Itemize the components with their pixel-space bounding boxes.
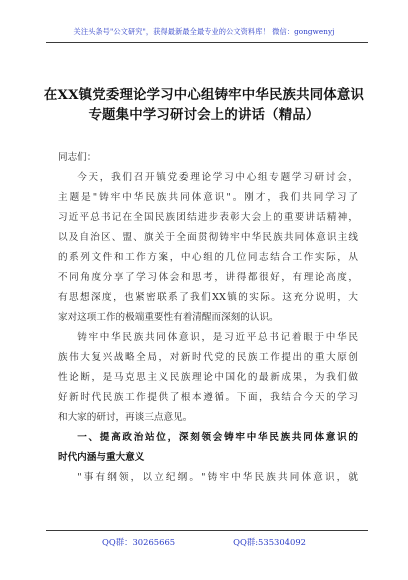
document-title-line-1: 在XX镇党委理论学习中心组铸牢中华民族共同体意识 — [43, 87, 365, 103]
paragraph-line: 今天，我们召开镇党委理论学习中心组专题学习研讨会， — [77, 172, 358, 183]
footer-divider — [46, 530, 368, 531]
paragraph-line: 习近平总书记在全国民族团结进步表彰大会上的重要讲话精神， — [58, 212, 358, 223]
document-title-line-2: 专题集中学习研讨会上的讲话（精品） — [88, 107, 320, 123]
paragraph-line: 主题是"铸牢中华民族共同体意识"。刚才，我们共同学习了 — [58, 192, 358, 203]
footer — [0, 536, 408, 548]
paragraph-3 — [58, 468, 358, 488]
heading-line: 时代内涵与重大意义 — [58, 452, 145, 463]
document-body — [58, 148, 358, 488]
paragraph-line: "事有纲领，以立纪纲。"铸牢中华民族共同体意识，就 — [77, 472, 358, 483]
paragraph-line: 有思想深度，也紧密联系了我们XX镇的实际。这充分说明，大 — [58, 292, 358, 303]
footer-qq-group-1: QQ群：30265665 — [102, 537, 176, 547]
paragraph-line: 性论断，是马克思主义民族理论中国化的最新成果，为我们做 — [58, 372, 358, 383]
header-note: 关注头条号"公文研究"，获得最新最全最专业的公文资料库！ 微信：gongwenyj — [73, 27, 335, 36]
header-divider — [46, 42, 368, 43]
paragraph-1 — [58, 168, 358, 328]
paragraph-line: 家对这项工作的极端重要性有着清醒而深刻的认识。 — [58, 312, 279, 323]
paragraph-line: 不同角度分享了学习体会和思考，讲得都很好，有理论高度， — [58, 272, 358, 283]
paragraph-line: 的系列文件和工作方案，中心组的几位同志结合工作实际，从 — [58, 252, 358, 263]
heading-line: 一、提高政治站位，深刻领会铸牢中华民族共同体意识的 — [77, 432, 358, 443]
paragraph-line: 铸牢中华民族共同体意识，是习近平总书记着眼于中华民 — [77, 332, 358, 343]
paragraph-2 — [58, 328, 358, 428]
section-heading-1 — [58, 428, 358, 468]
footer-qq-group-2: QQ群:535304092 — [233, 537, 306, 547]
salutation: 同志们： — [58, 152, 97, 163]
paragraph-line: 以及自治区、盟、旗关于全面贯彻铸牢中华民族共同体意识主线 — [58, 232, 358, 243]
paragraph-line: 和大家的研讨，再谈三点意见。 — [58, 412, 193, 423]
paragraph-line: 好新时代民族工作提供了根本遵循。下面，我结合今天的学习 — [58, 392, 358, 403]
paragraph-line: 族伟大复兴战略全局，对新时代党的民族工作提出的重大原创 — [58, 352, 358, 363]
